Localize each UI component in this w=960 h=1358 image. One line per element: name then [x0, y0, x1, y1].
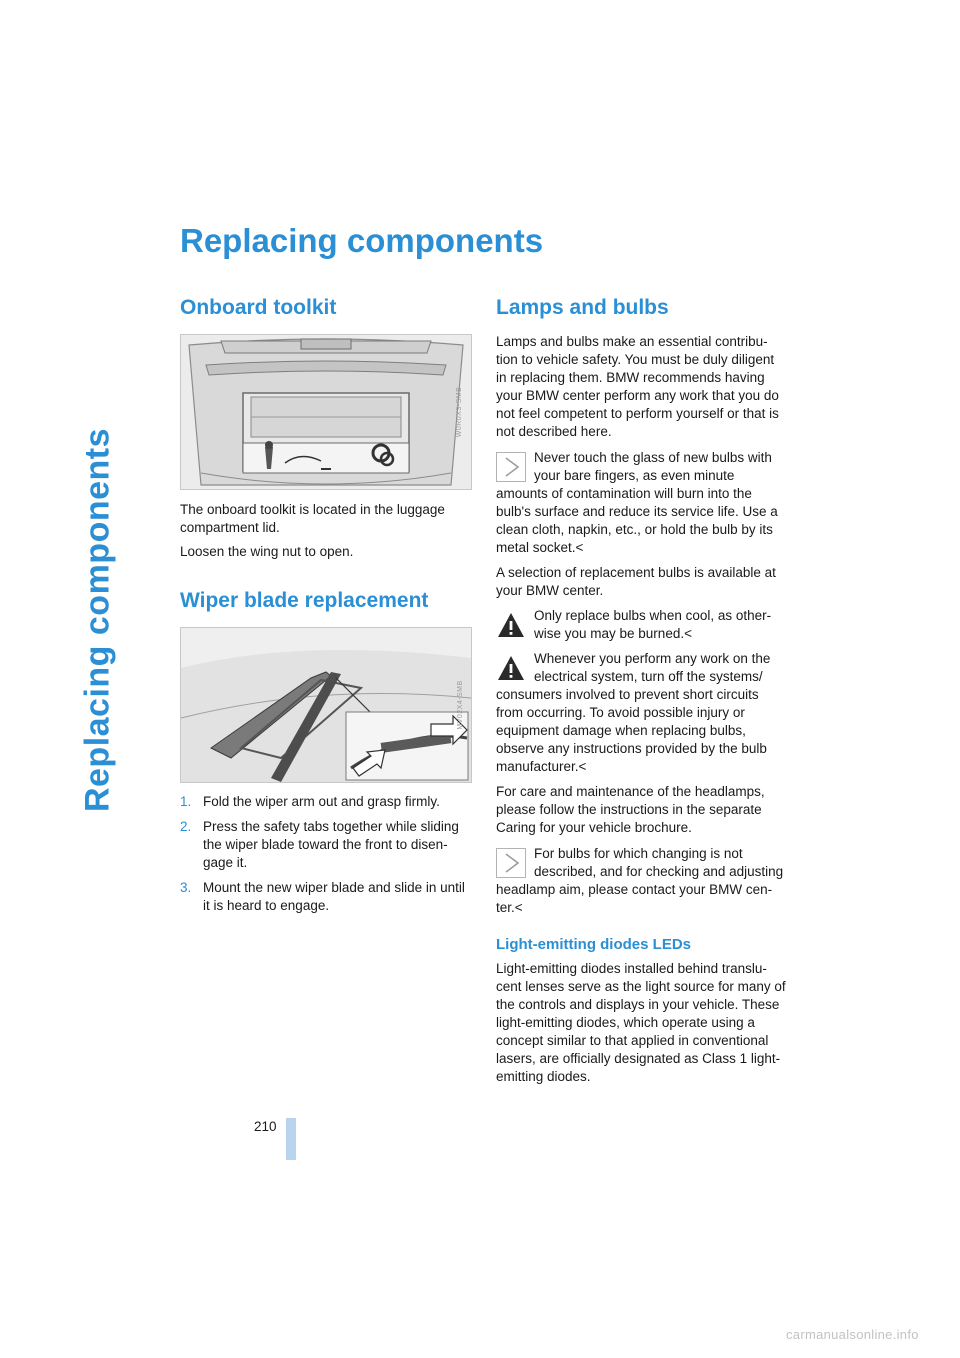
- list-item: 1. Fold the wiper arm out and grasp firmly.: [180, 794, 440, 809]
- right-column: [496, 294, 788, 1086]
- wiper-illustration: [181, 628, 471, 782]
- care-text: For care and maintenance of the headlamps, please follow the instructions in the separate Caring for your vehicle brochure.: [496, 784, 765, 835]
- page-title: Replacing components: [180, 222, 544, 259]
- note-headlamp: [496, 845, 788, 917]
- led-text: Light-emitting diodes installed behind translu-cent lenses serve as the light source for many of the controls and displays in your vehicle. These light-emitting diodes, which operate using a concept similar to that applied in conventional lasers, are officially designated as Class 1 light-emitting diodes.: [496, 961, 786, 1084]
- lamps-intro: Lamps and bulbs make an essential contribu-tion to vehicle safety. You must be duly diligent in replacing them. BMW recommends having your BMW center perform any work that you do not feel competent to perform yourself or that is not described here.: [496, 334, 779, 439]
- warning-electrical-text: Whenever you perform any work on the electrical system, turn off the systems/ consumers involved to prevent short circuits from occurring. To avoid possible injury or equipment damage when replacing bulbs, observe any instructions provided by the bulb manufacturer.<: [496, 651, 771, 774]
- left-column: [180, 294, 472, 915]
- note-arrow-icon: [496, 848, 526, 878]
- list-item: 3. Mount the new wiper blade and slide in until it is heard to engage.: [180, 880, 465, 913]
- page-number: 210: [254, 1119, 277, 1134]
- toolkit-heading: Onboard toolkit: [180, 296, 337, 319]
- page-bar: [286, 1118, 296, 1160]
- note-glass: [496, 449, 788, 557]
- wiper-figure-code: MV02X4-SMB: [456, 680, 464, 730]
- led-heading: Light-emitting diodes LEDs: [496, 936, 691, 953]
- warning-triangle-icon: [496, 610, 526, 640]
- footer-watermark[interactable]: carmanualsonline.info: [786, 1327, 919, 1342]
- wiper-steps: [180, 793, 472, 915]
- note-glass-text: Never touch the glass of new bulbs with your bare fingers, as even minute amounts of contamination will burn into the bulb's surface and reduce its service life. Use a clean cloth, napkin, etc., or hold the bulb by its metal socket.<: [496, 450, 778, 555]
- note-arrow-icon: [496, 452, 526, 482]
- toolkit-paragraph-1: The onboard toolkit is located in the luggage compartment lid.: [180, 502, 445, 535]
- wiper-heading: Wiper blade replacement: [180, 589, 429, 612]
- list-item: 2. Press the safety tabs together while sliding the wiper blade toward the front to disen-gage it.: [180, 819, 459, 870]
- toolkit-illustration: [181, 335, 471, 489]
- warning-cool-text: Only replace bulbs when cool, as other-wise you may be burned.<: [534, 608, 772, 641]
- selection-text: A selection of replacement bulbs is available at your BMW center.: [496, 565, 776, 598]
- wiper-figure: [180, 627, 472, 783]
- side-chapter-title: Replacing components: [78, 427, 117, 813]
- toolkit-figure-code: W0R0X3-SMB: [456, 386, 464, 438]
- lamps-heading: Lamps and bulbs: [496, 296, 669, 319]
- note-headlamp-text: For bulbs for which changing is not described, and for checking and adjusting headlamp aim, please contact your BMW cen-ter.<: [496, 846, 784, 915]
- warning-triangle-icon: [496, 653, 526, 683]
- toolkit-figure: [180, 334, 472, 490]
- warning-electrical: [496, 650, 788, 776]
- toolkit-paragraph-2: Loosen the wing nut to open.: [180, 544, 354, 559]
- warning-cool: [496, 607, 788, 643]
